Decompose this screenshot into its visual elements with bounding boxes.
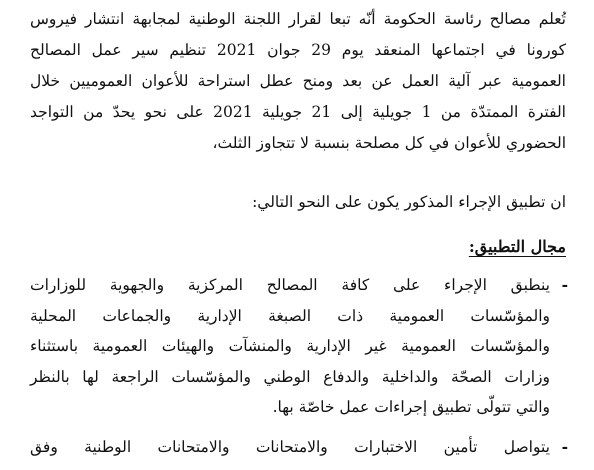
bullet-item — [30, 270, 566, 423]
bullet-line: وزارات الصحّة والداخلية والدفاع الوطني والمؤسّسات الراجعة لها بالنظر — [30, 367, 550, 386]
paragraph-line: العمومية عبر آلية العمل عن بعد ومنح عطل استراحة للأعوان العموميين خلال — [30, 72, 566, 90]
bullet-text — [30, 270, 550, 423]
bullet-line: والتي تتولّى تطبيق إجراءات عمل خاصّة بها. — [272, 398, 550, 416]
bullet-text — [30, 432, 550, 463]
bullet-dash: - — [561, 275, 568, 294]
bullet-line: والمؤسّسات العمومية غير الإدارية والمنشآت والهيئات العمومية باستثناء — [30, 337, 550, 355]
paragraph-line: كورونا في اجتماعها المنعقد يوم 29 جوان 2021 تنظيم سير عمل المصالح — [30, 41, 566, 59]
paragraph-line: تُعلم مصالح رئاسة الحكومة أنّه تبعا لقرار اللجنة الوطنية لمجابهة انتشار فيروس — [30, 10, 566, 28]
intro-sentence: ان تطبيق الإجراء المذكور يكون على النحو التالي: — [252, 193, 566, 211]
opening-paragraph — [30, 4, 566, 159]
paragraph-line: الفترة الممتدّة من 1 جويلية إلى 21 جويلية 2021 على نحو يحدّ من التواجد — [30, 103, 566, 121]
bullet-line: ينطبق الإجراء على كافة المصالح المركزية والجهوية للوزارات — [30, 276, 550, 294]
bullet-line: والمؤسّسات العمومية ذات الصبغة الإدارية والجماعات المحلية — [30, 306, 550, 325]
bullet-item — [30, 432, 566, 463]
section-heading: مجال التطبيق: — [468, 237, 566, 256]
bullet-line: يتواصل تأمين الاختبارات والامتحانات والامتحانات الوطنية وفق — [30, 438, 550, 456]
paragraph-line: الحضوري للأعوان في كل مصلحة بنسبة لا تتجاوز الثلث، — [212, 134, 566, 152]
bullet-dash: - — [561, 437, 568, 456]
